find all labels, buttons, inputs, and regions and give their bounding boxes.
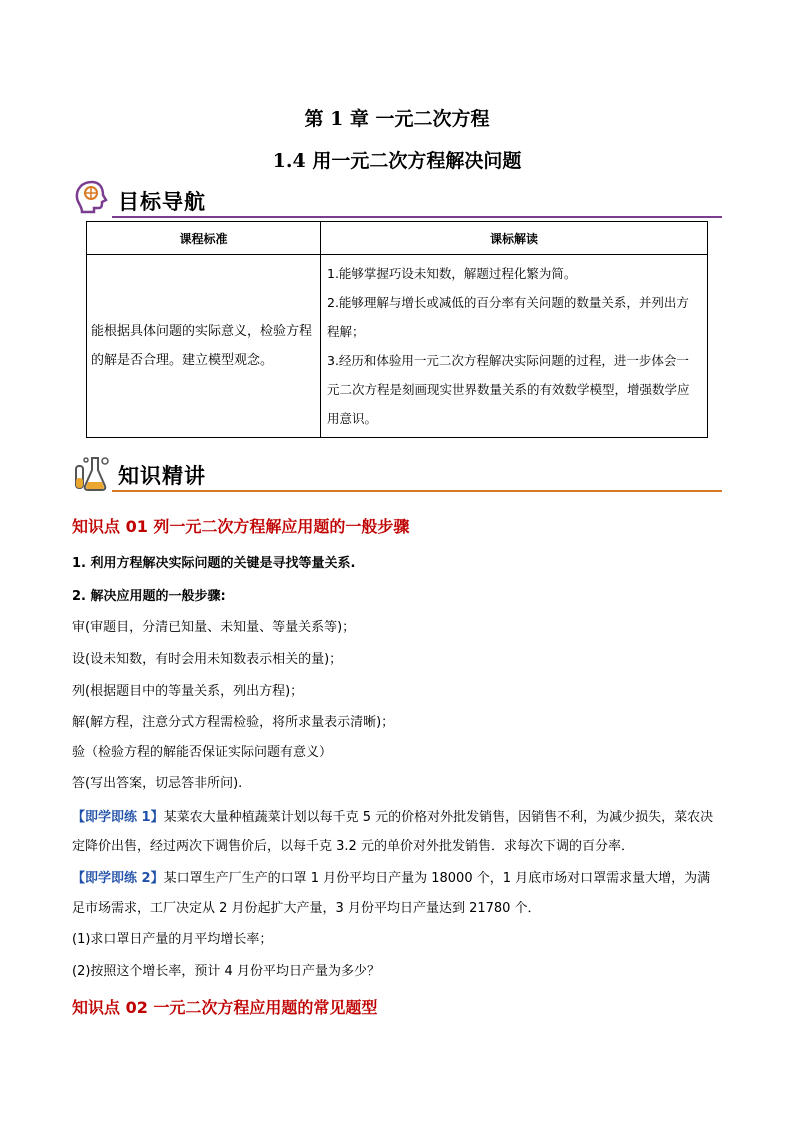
interpretation-item-1: 1.能够掌握巧设未知数，解题过程化繁为简。 xyxy=(327,266,577,281)
kp1-line-2: 2. 解决应用题的一般步骤: xyxy=(72,589,226,604)
goal-section-label: 目标导航 xyxy=(118,190,206,214)
section-title: 1.4 用一元二次方程解决问题 xyxy=(272,150,522,172)
step-yan: 验（检验方程的解能否保证实际问题有意义） xyxy=(72,745,333,760)
goal-section-divider xyxy=(112,216,722,218)
practice-2-question-2: (2)按照这个增长率，预计 4 月份平均日产量为多少？ xyxy=(72,964,380,979)
practice-1 xyxy=(72,803,722,861)
step-jie: 解(解方程，注意分式方程需检验，将所求量表示清晰)； xyxy=(72,715,395,730)
knowledge-point-2-title: 知识点 02 一元二次方程应用题的常见题型 xyxy=(72,998,378,1017)
lab-flask-icon xyxy=(72,452,112,492)
interpretation-cell xyxy=(321,255,708,438)
kp1-line-1: 1. 利用方程解决实际问题的关键是寻找等量关系. xyxy=(72,556,356,571)
interpretation-item-3: 3.经历和体验用一元二次方程解决实际问题的过程，进一步体会一元二次方程是刻画现实世界数量关系的有效数学模型，增强数学应用意识。 xyxy=(327,353,690,426)
knowledge-section-header xyxy=(72,452,722,492)
practice-2-text: 某口罩生产厂生产的口罩 1 月份平均日产量为 18000 个，1 月底市场对口罩需求量大增，为满足市场需求，工厂决定从 2 月份起扩大产量，3 月份平均日产量达到 21780 个． xyxy=(72,871,711,916)
knowledge-section-label: 知识精讲 xyxy=(118,464,206,488)
practice-1-text: 某菜农大量种植蔬菜计划以每千克 5 元的价格对外批发销售，因销售不利，为减少损失，菜农决定降价出售，经过两次下调售价后，以每千克 3.2 元的单价对外批发销售．求每次下调的百分率． xyxy=(72,810,714,854)
interpretation-item-2: 2.能够理解与增长或减低的百分率有关问题的数量关系，并列出方程解； xyxy=(327,295,689,339)
step-shen: 审(审题目，分清已知量、未知量、等量关系等)； xyxy=(72,620,356,635)
step-lie: 列(根据题目中的等量关系，列出方程)； xyxy=(72,684,304,699)
practice-1-tag: 【即学即练 1】 xyxy=(72,810,164,825)
practice-2 xyxy=(72,864,722,924)
step-she: 设(设未知数，有时会用未知数表示相关的量)； xyxy=(72,652,343,667)
practice-2-tag: 【即学即练 2】 xyxy=(72,871,164,886)
course-standard-table xyxy=(86,221,708,438)
knowledge-point-1-title: 知识点 01 列一元二次方程解应用题的一般步骤 xyxy=(72,517,410,536)
standard-text: 能根据具体问题的实际意义，检验方程的解是否合理。建立模型观念。 xyxy=(87,255,321,438)
brain-head-icon xyxy=(72,178,112,218)
knowledge-section-divider xyxy=(112,490,722,492)
chapter-title: 第 1 章 一元二次方程 xyxy=(304,108,490,130)
step-da: 答(写出答案，切忌答非所问). xyxy=(72,776,243,791)
practice-2-question-1: (1)求口罩日产量的月平均增长率； xyxy=(72,932,273,947)
goal-section-header xyxy=(72,178,722,218)
table-header-standard: 课程标准 xyxy=(87,222,321,255)
table-header-interpretation: 课标解读 xyxy=(321,222,708,255)
